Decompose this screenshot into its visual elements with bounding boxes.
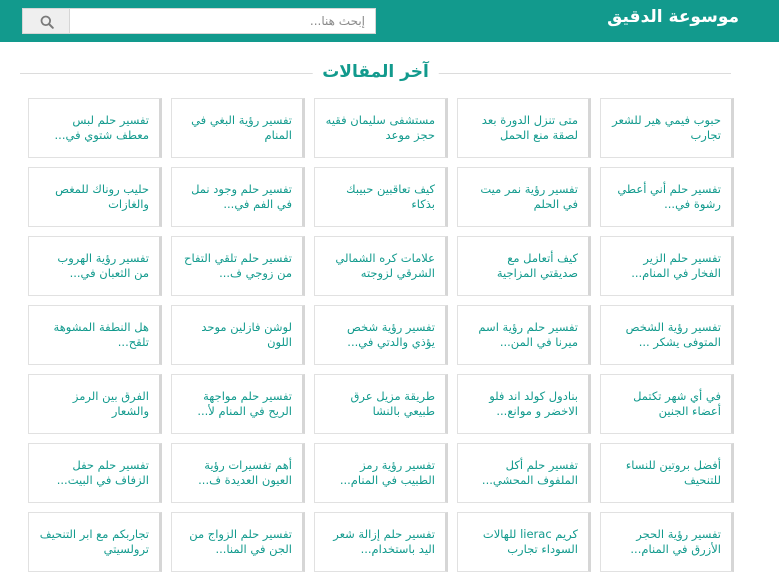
article-card[interactable]: [171, 512, 305, 572]
article-title[interactable]: تفسير حلم رؤية اسم ميرنا في المن...: [478, 320, 578, 349]
article-card[interactable]: [457, 98, 591, 158]
article-card[interactable]: [314, 512, 448, 572]
article-title[interactable]: تفسير رؤية رمز الطبيب في المنام...: [339, 458, 435, 487]
article-title[interactable]: تفسير حلم الزير الفخار في المنام...: [631, 251, 721, 280]
article-title[interactable]: بنادول كولد اند فلو الاخضر و موانع...: [489, 389, 578, 418]
article-title[interactable]: حبوب فيمي هير للشعر تجارب: [612, 113, 721, 142]
article-title[interactable]: كيف أتعامل مع صديقتي المزاجية: [496, 251, 578, 280]
article-card[interactable]: [171, 236, 305, 296]
article-card[interactable]: [28, 98, 162, 158]
article-card[interactable]: [28, 443, 162, 503]
article-title[interactable]: لوشن فازلين موحد اللون: [201, 320, 292, 349]
section-title: آخر المقالات: [312, 62, 439, 82]
article-card[interactable]: [600, 98, 734, 158]
search-icon: [40, 15, 54, 29]
search-form: [22, 8, 376, 34]
article-card[interactable]: [28, 374, 162, 434]
article-title[interactable]: تفسير رؤية الهروب من الثعبان في...: [57, 251, 149, 280]
article-title[interactable]: تفسير رؤية نمر ميت في الحلم: [480, 182, 578, 211]
article-title[interactable]: تفسير حلم أني أعطي رشوة في...: [617, 182, 721, 211]
site-title[interactable]: موسوعة الدقيق: [607, 7, 739, 27]
article-card[interactable]: [171, 443, 305, 503]
article-title[interactable]: أفضل بروتين للنساء للتنحيف: [625, 458, 721, 487]
article-card[interactable]: [457, 167, 591, 227]
article-card[interactable]: [314, 236, 448, 296]
article-card[interactable]: [28, 512, 162, 572]
article-title[interactable]: تفسير رؤية الحجر الأزرق في المنام...: [630, 527, 721, 556]
articles-grid: [24, 98, 734, 576]
article-card[interactable]: [28, 236, 162, 296]
article-card[interactable]: [457, 374, 591, 434]
article-card[interactable]: [600, 167, 734, 227]
article-title[interactable]: علامات كره الشمالي الشرقي لزوجته: [335, 251, 435, 280]
article-title[interactable]: الفرق بين الرمز والشعار: [72, 389, 149, 418]
article-card[interactable]: [600, 374, 734, 434]
search-button[interactable]: [22, 8, 70, 34]
article-title[interactable]: تفسير حلم مواجهة الريح في المنام لأ...: [197, 389, 292, 418]
article-card[interactable]: [171, 98, 305, 158]
article-title[interactable]: أهم تفسيرات رؤية العيون العديدة ف...: [198, 458, 292, 487]
article-card[interactable]: [314, 443, 448, 503]
article-card[interactable]: [28, 167, 162, 227]
article-card[interactable]: [600, 512, 734, 572]
article-title[interactable]: تفسير حلم وجود نمل في الفم في...: [191, 182, 292, 211]
article-card[interactable]: [314, 98, 448, 158]
article-card[interactable]: [314, 374, 448, 434]
article-title[interactable]: تفسير حلم إزالة شعر اليد باستخدام...: [333, 527, 435, 556]
article-title[interactable]: كريم lierac للهالات السوداء تجارب: [482, 527, 578, 556]
article-card[interactable]: [457, 443, 591, 503]
article-title[interactable]: هل النطفة المشوهة تلقح...: [53, 320, 149, 349]
article-card[interactable]: [457, 305, 591, 365]
article-card[interactable]: [314, 305, 448, 365]
article-title[interactable]: في أي شهر تكتمل أعضاء الجنين: [633, 389, 721, 418]
article-card[interactable]: [171, 167, 305, 227]
article-title[interactable]: تفسير حلم حفل الزفاف في البيت...: [56, 458, 149, 487]
article-card[interactable]: [457, 236, 591, 296]
article-card[interactable]: [314, 167, 448, 227]
article-card[interactable]: [171, 374, 305, 434]
site-header: [0, 0, 779, 42]
article-title[interactable]: تفسير رؤية الشخص المتوفى يشكر ...: [625, 320, 721, 349]
latest-articles-header: [20, 60, 731, 88]
article-title[interactable]: تفسير حلم لبس معطف شتوي في...: [54, 113, 149, 142]
article-title[interactable]: تجاربكم مع ابر التنحيف ترولسيتي: [39, 527, 149, 556]
article-card[interactable]: [171, 305, 305, 365]
article-title[interactable]: تفسير حلم أكل الملفوف المحشي...: [481, 458, 578, 487]
article-title[interactable]: متى تنزل الدورة بعد لصقة منع الحمل: [481, 113, 578, 142]
article-title[interactable]: تفسير رؤية شخص يؤذي والدتي في...: [346, 320, 435, 349]
article-title[interactable]: تفسير حلم تلقي التفاح من زوجي ف...: [184, 251, 292, 280]
article-card[interactable]: [600, 236, 734, 296]
article-title[interactable]: حليب روناك للمغص والغازات: [55, 182, 149, 211]
article-card[interactable]: [600, 443, 734, 503]
article-card[interactable]: [457, 512, 591, 572]
article-title[interactable]: طريقة مزيل عرق طبيعي بالنشا: [350, 389, 435, 418]
article-title[interactable]: تفسير رؤية البغي في المنام: [191, 113, 292, 142]
article-card[interactable]: [28, 305, 162, 365]
article-title[interactable]: كيف تعاقبين حبيبك بذكاء: [346, 182, 435, 211]
article-title[interactable]: تفسير حلم الزواج من الجن في المنا...: [189, 527, 292, 556]
article-card[interactable]: [600, 305, 734, 365]
search-input[interactable]: [70, 8, 376, 34]
article-title[interactable]: مستشفى سليمان فقيه حجز موعد: [325, 113, 435, 142]
